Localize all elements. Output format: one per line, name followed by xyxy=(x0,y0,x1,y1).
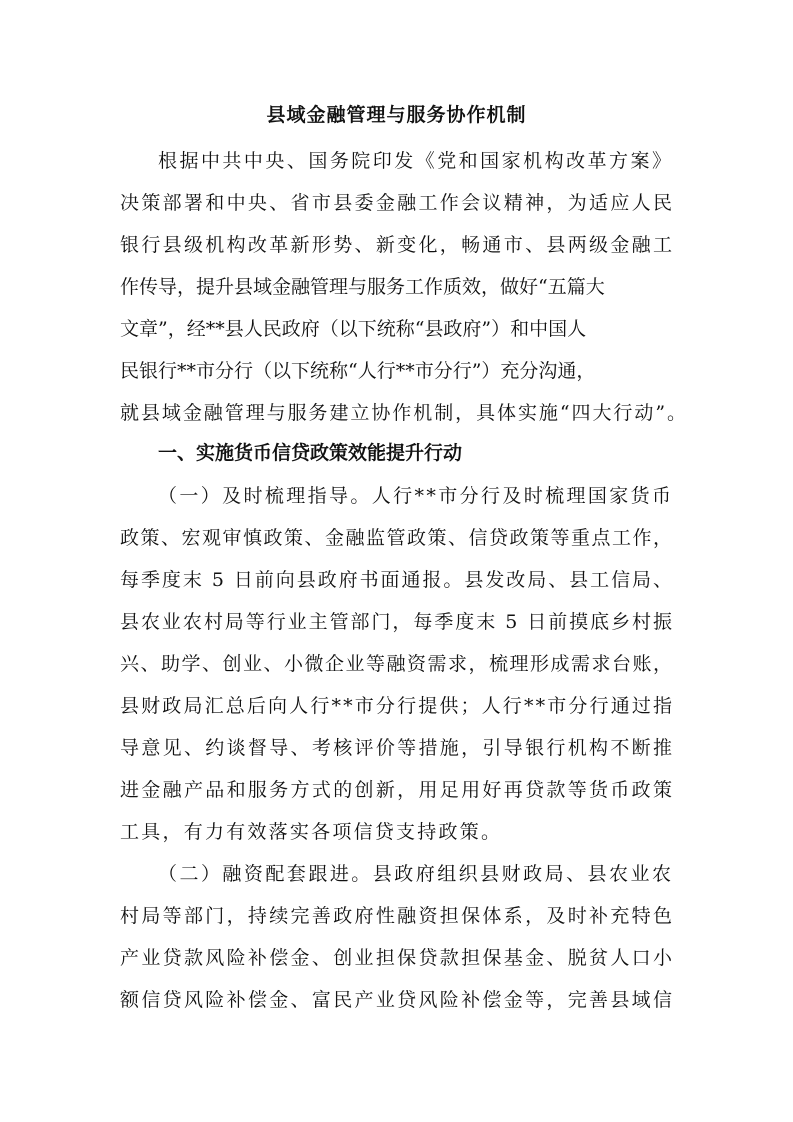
paragraph-line: 工具，有力有效落实各项信贷支持政策。 xyxy=(120,821,503,843)
paragraph-line: 决策部署和中央、省市县委金融工作会议精神，为适应人民 xyxy=(120,192,675,214)
paragraph-line: 根据中共中央、国务院印发《党和国家机构改革方案》 xyxy=(158,150,674,172)
paragraph-line: 兴、助学、创业、小微企业等融资需求，梳理形成需求台账， xyxy=(120,653,674,675)
paragraph-line: 县农业农村局等行业主管部门，每季度末 5 日前摸底乡村振 xyxy=(120,611,674,633)
paragraph-line: 导意见、约谈督导、考核评价等措施，引导银行机构不断推 xyxy=(120,737,675,759)
paragraph-line: 政策、宏观审慎政策、金融监管政策、信贷政策等重点工作， xyxy=(120,527,674,549)
paragraph-line: 额信贷风险补偿金、富民产业贷风险补偿金等，完善县域信 xyxy=(120,989,675,1011)
paragraph-line: 进金融产品和服务方式的创新，用足用好再贷款等货币政策 xyxy=(120,779,675,801)
paragraph-line: （一）及时梳理指导。人行**市分行及时梳理国家货币 xyxy=(158,485,674,507)
paragraph-line: 民银行**市分行（以下统称“人行**市分行”）充分沟通， xyxy=(120,360,596,382)
paragraph-line: 县财政局汇总后向人行**市分行提供；人行**市分行通过指 xyxy=(120,695,675,717)
section-heading: 一、实施货币信贷政策效能提升行动 xyxy=(158,442,463,464)
paragraph-line: 作传导，提升县域金融管理与服务工作质效，做好“五篇大 xyxy=(120,276,605,298)
paragraph-line: 就县域金融管理与服务建立协作机制，具体实施“四大行动”。 xyxy=(120,402,688,424)
paragraph-line: 银行县级机构改革新形势、新变化，畅通市、县两级金融工 xyxy=(120,234,675,256)
document-title: 县域金融管理与服务协作机制 xyxy=(266,104,527,126)
paragraph-line: 村局等部门，持续完善政府性融资担保体系，及时补充特色 xyxy=(120,905,675,927)
paragraph-line: 产业贷款风险补偿金、创业担保贷款担保基金、脱贫人口小 xyxy=(120,947,675,969)
paragraph-line: 每季度末 5 日前向县政府书面通报。县发改局、县工信局、 xyxy=(120,569,674,591)
paragraph-line: 文章”，经**县人民政府（以下统称“县政府”）和中国人 xyxy=(120,318,587,340)
paragraph-line: （二）融资配套跟进。县政府组织县财政局、县农业农 xyxy=(158,863,674,885)
